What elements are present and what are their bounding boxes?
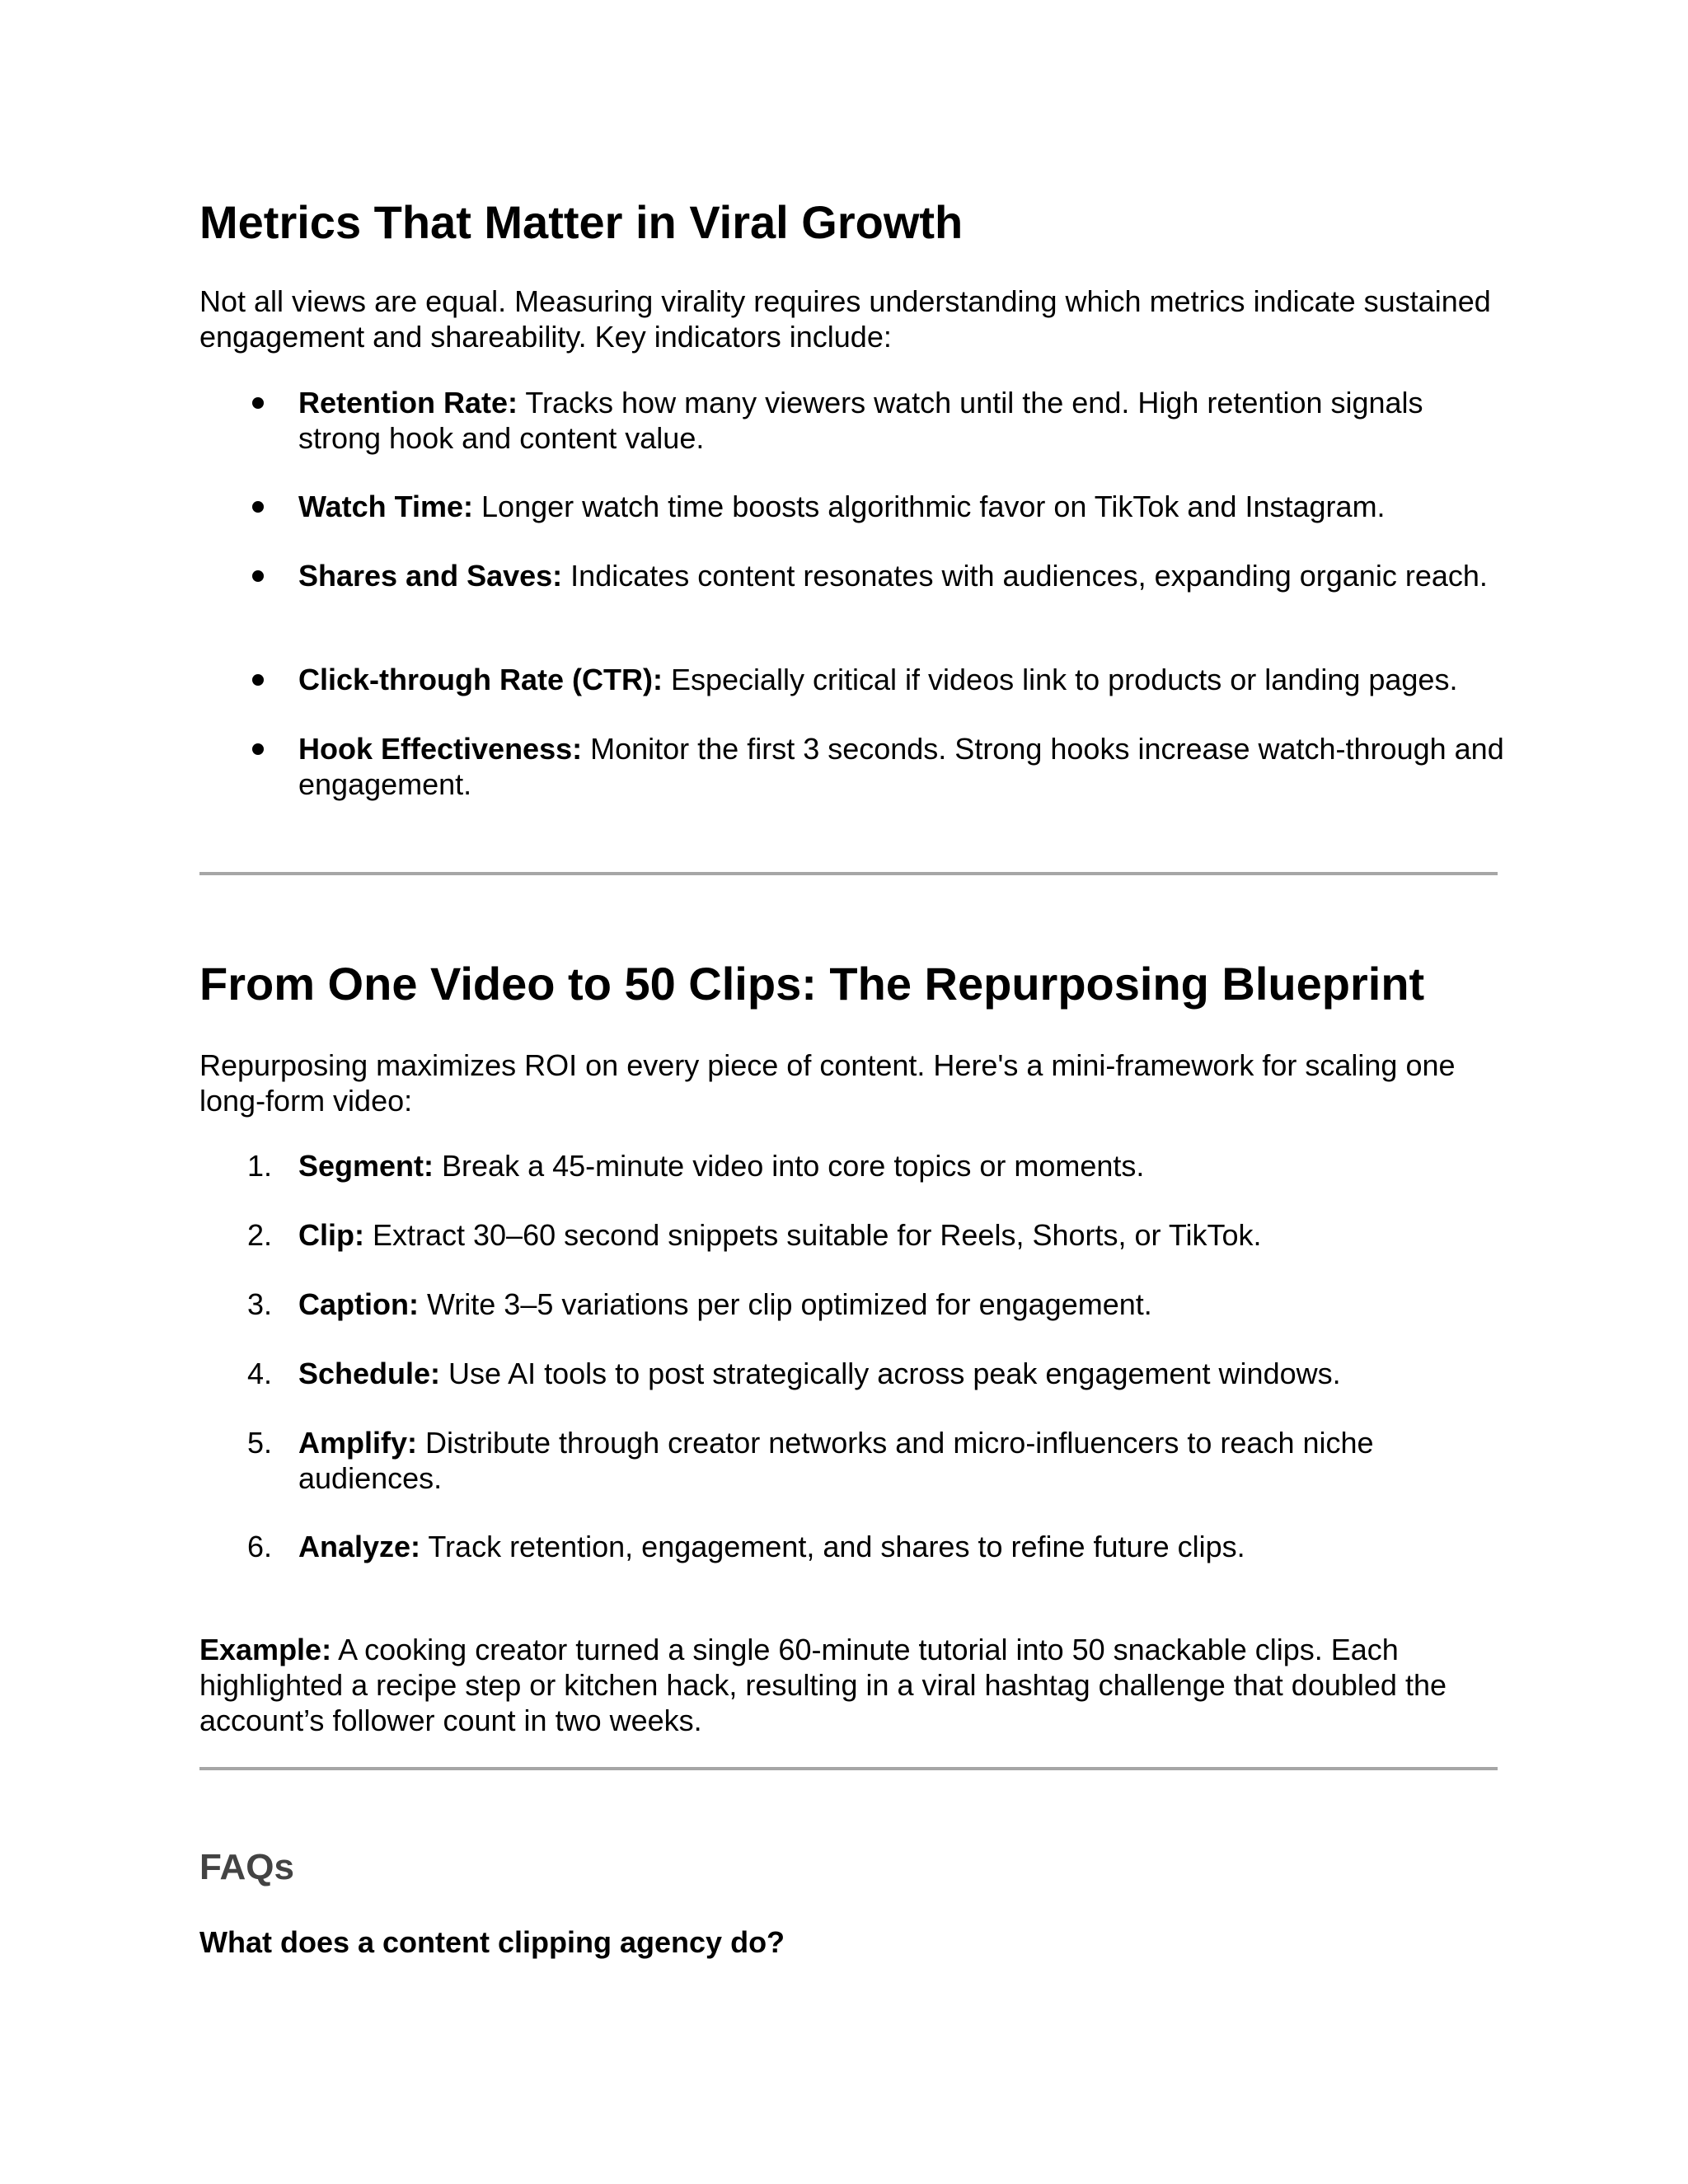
faq-question: What does a content clipping agency do? xyxy=(199,1925,785,1959)
section-intro-repurposing: Repurposing maximizes ROI on every piece of content. Here's a mini-framework for scaling one long-form video: xyxy=(199,1048,1456,1118)
item-label: Hook Effectiveness: xyxy=(298,732,583,766)
example-text: A cooking creator turned a single 60-minute tutorial into 50 snackable clips. Each highlighted a recipe step or kitchen hack, resulting in a viral hashtag challenge that doubled the account’s follower count in two weeks. xyxy=(199,1633,1447,1737)
section-intro-metrics: Not all views are equal. Measuring virality requires understanding which metrics indicate sustained engagement and shareability. Key indicators include: xyxy=(199,284,1491,354)
item-text: Especially critical if videos link to products or landing pages. xyxy=(662,663,1458,696)
example-paragraph xyxy=(199,1632,1493,1738)
faqs-heading: FAQs xyxy=(199,1847,294,1887)
item-label: Clip: xyxy=(298,1218,364,1252)
horizontal-divider xyxy=(199,872,1498,875)
item-number: 4. xyxy=(247,1357,273,1390)
item-text: Distribute through creator networks and micro-influencers to reach niche audiences. xyxy=(298,1426,1374,1495)
item-text: Track retention, engagement, and shares to refine future clips. xyxy=(420,1530,1245,1563)
item-text: Tracks how many viewers watch until the end. High retention signals strong hook and content value. xyxy=(298,386,1423,455)
item-text: Longer watch time boosts algorithmic favor on TikTok and Instagram. xyxy=(473,490,1386,523)
item-text: Break a 45-minute video into core topics or moments. xyxy=(434,1149,1145,1183)
item-text: Extract 30–60 second snippets suitable for Reels, Shorts, or TikTok. xyxy=(363,1218,1262,1252)
item-label: Segment: xyxy=(298,1149,434,1183)
item-label: Caption: xyxy=(298,1287,419,1321)
item-text: Monitor the first 3 seconds. Strong hooks increase watch-through and engagement. xyxy=(298,732,1504,801)
item-text: Indicates content resonates with audiences, expanding organic reach. xyxy=(562,559,1488,593)
item-text: Write 3–5 variations per clip optimized for engagement. xyxy=(418,1287,1152,1321)
example-label: Example: xyxy=(199,1633,332,1666)
item-number: 3. xyxy=(247,1287,273,1321)
section-heading-repurposing: From One Video to 50 Clips: The Repurposing Blueprint xyxy=(199,958,1425,1010)
item-number: 2. xyxy=(247,1218,273,1252)
bullet-icon xyxy=(252,674,264,686)
item-number: 1. xyxy=(247,1149,273,1183)
bullet-icon xyxy=(252,501,264,513)
item-label: Retention Rate: xyxy=(298,386,518,419)
section-heading-metrics: Metrics That Matter in Viral Growth xyxy=(199,196,964,248)
item-text: Use AI tools to post strategically across peak engagement windows. xyxy=(440,1357,1341,1390)
item-number: 6. xyxy=(247,1530,273,1563)
bullet-icon xyxy=(252,570,264,582)
item-label: Amplify: xyxy=(298,1426,417,1460)
item-label: Analyze: xyxy=(298,1530,421,1563)
item-label: Watch Time: xyxy=(298,490,474,523)
item-number: 5. xyxy=(247,1426,273,1460)
horizontal-divider xyxy=(199,1767,1498,1770)
bullet-icon xyxy=(252,397,264,409)
item-label: Shares and Saves: xyxy=(298,559,563,593)
item-label: Click-through Rate (CTR): xyxy=(298,663,663,696)
item-label: Schedule: xyxy=(298,1357,441,1390)
bullet-icon xyxy=(252,743,264,755)
